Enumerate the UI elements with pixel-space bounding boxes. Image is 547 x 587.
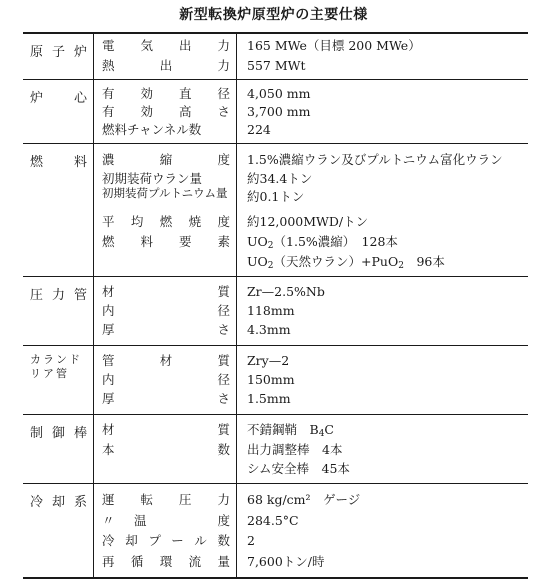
row-label: 有効直径 <box>102 86 230 101</box>
table-row <box>23 511 528 531</box>
row-value: 1.5%濃縮ウラン及びプルトニウム富化ウラン <box>247 152 503 167</box>
row-label: 内径 <box>102 303 230 318</box>
row-label <box>102 511 230 531</box>
table-title: 新型転換炉原型炉の主要仕様 <box>179 7 368 23</box>
table-row <box>23 351 528 371</box>
row-value: 7,600トン/時 <box>247 554 325 569</box>
row-value: 4.3mm <box>247 322 291 337</box>
table-row <box>23 36 528 56</box>
category-label: 圧力管 <box>30 288 87 303</box>
table-row <box>23 389 528 409</box>
table-bottom-border <box>23 577 528 579</box>
section-divider <box>23 276 528 277</box>
table-row <box>23 320 528 340</box>
table-row <box>23 56 528 76</box>
formula-text: UO <box>247 234 268 249</box>
row-label: 本数 <box>102 442 230 457</box>
table-row <box>23 120 528 140</box>
table-row <box>23 370 528 390</box>
table-row <box>23 420 528 440</box>
table-row <box>23 150 528 170</box>
table-row <box>23 440 528 460</box>
row-value: 224 <box>247 122 271 137</box>
formula-text: （天然ウラン）+PuO <box>273 254 399 269</box>
row-label: 材質 <box>102 284 230 299</box>
section-divider <box>23 79 528 80</box>
table-row <box>23 232 528 252</box>
row-value: 約12,000MWD/トン <box>247 214 369 229</box>
row-value <box>247 420 523 440</box>
category-label: 原子炉 <box>30 45 87 60</box>
table-row <box>23 531 528 551</box>
row-label: 冷却プール数 <box>102 533 230 548</box>
row-value: 約0.1トン <box>247 189 305 204</box>
row-value: 2 <box>247 533 255 548</box>
ditto-mark: 〃 <box>102 513 115 528</box>
formula-text: 96本 <box>403 254 445 269</box>
row-value: 68 kg/cm² ゲージ <box>247 492 361 507</box>
formula-subscript: 2 <box>398 261 404 271</box>
formula-subscript: 4 <box>318 429 325 439</box>
row-label: 有効高さ <box>102 104 230 119</box>
row-value: Zr—2.5%Nb <box>247 284 325 299</box>
table-top-border <box>23 32 528 34</box>
category-label: 炉心 <box>30 91 87 106</box>
row-label: 初期装荷ウラン量 <box>102 171 203 186</box>
row-value: 出力調整棒 4本 <box>247 442 343 457</box>
formula-subscript: 2 <box>267 261 274 271</box>
row-label: 電気出力 <box>102 38 230 53</box>
row-label: 材質 <box>102 422 230 437</box>
row-label: 厚さ <box>102 322 230 337</box>
section-divider <box>23 414 528 415</box>
table-row <box>23 490 528 510</box>
formula-text: UO <box>247 254 268 269</box>
row-label-text: 温度 <box>134 513 230 528</box>
section-divider <box>23 143 528 144</box>
row-label: 再循環流量 <box>102 554 230 569</box>
row-value <box>247 232 523 252</box>
row-value: 約34.4トン <box>247 171 313 186</box>
table-row <box>23 282 528 302</box>
table-row <box>23 552 528 572</box>
table-row <box>23 84 528 104</box>
row-value: シム安全棒 45本 <box>247 461 350 476</box>
category-label: 冷却系 <box>30 495 87 510</box>
category-label: 燃料 <box>30 155 87 170</box>
row-value: 1.5mm <box>247 391 291 406</box>
row-value: 4,050 mm <box>247 86 311 101</box>
row-label: 燃料要素 <box>102 234 230 249</box>
row-value: Zry—2 <box>247 353 290 368</box>
formula-text: C <box>324 422 334 437</box>
row-value: 284.5°C <box>247 513 299 528</box>
row-label: 初期装荷プルトニウム量 <box>102 187 228 200</box>
category-label: カランドリア管 <box>30 353 82 380</box>
row-label: 熱出力 <box>102 58 230 73</box>
table-row <box>23 169 528 189</box>
row-label: 管材質 <box>102 353 230 368</box>
row-label: 燃料チャンネル数 <box>102 122 202 137</box>
row-value: 150mm <box>247 372 295 387</box>
table-row <box>23 459 528 479</box>
formula-text: 不錆鋼鞘 B <box>247 422 319 437</box>
table-row <box>23 301 528 321</box>
row-label: 内径 <box>102 372 230 387</box>
table-row <box>23 187 528 207</box>
table-row <box>23 252 528 272</box>
row-value <box>247 252 523 272</box>
row-value: 3,700 mm <box>247 104 311 119</box>
category-label: 制御棒 <box>30 426 87 441</box>
row-label: 厚さ <box>102 391 230 406</box>
row-value: 557 MWt <box>247 58 306 73</box>
section-divider <box>23 483 528 484</box>
formula-subscript: 2 <box>267 241 274 251</box>
formula-text: （1.5%濃縮） 128本 <box>273 234 398 249</box>
row-value: 118mm <box>247 303 295 318</box>
table-row <box>23 212 528 232</box>
table-row <box>23 102 528 122</box>
row-value: 165 MWe（目標 200 MWe） <box>247 38 421 53</box>
row-label: 濃縮度 <box>102 152 230 167</box>
section-divider <box>23 345 528 346</box>
row-label: 平均燃焼度 <box>102 214 230 229</box>
row-label: 運転圧力 <box>102 492 230 507</box>
